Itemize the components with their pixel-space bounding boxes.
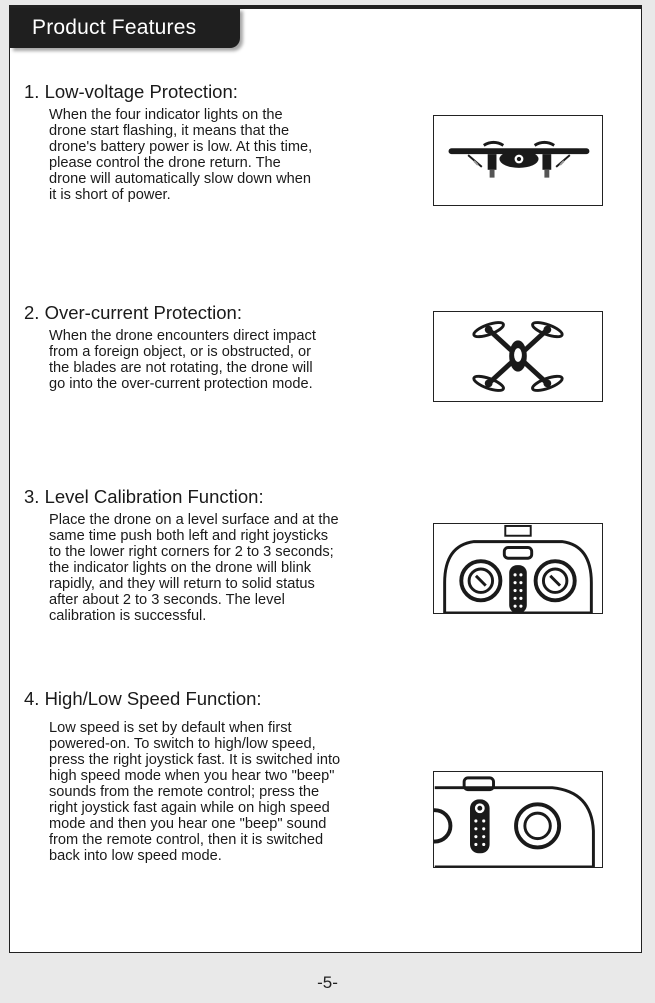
page-number: -5- (317, 973, 338, 992)
body-line: from a foreign object, or is obstructed, or (49, 344, 311, 360)
body-line: drone start flashing, it means that the (49, 123, 290, 139)
section-heading: 1. Low-voltage Protection: (24, 81, 238, 102)
body-line: from the remote control, then it is switched (49, 832, 324, 848)
body-line: drone's battery power is low. At this time, (49, 139, 313, 155)
section-body (49, 107, 312, 203)
body-line: please control the drone return. The (49, 155, 281, 171)
drone-top-view-icon (434, 312, 602, 401)
remote-controller-figure (433, 523, 603, 614)
body-line: same time push both left and right joysticks (49, 528, 329, 544)
body-line: back into low speed mode. (49, 848, 222, 864)
body-line: right joystick fast again while on high speed (49, 800, 330, 816)
body-line: press the right joystick fast. It is switched into (49, 752, 341, 768)
section-heading: 4. High/Low Speed Function: (24, 688, 262, 709)
body-line: after about 2 to 3 seconds. The level (49, 592, 285, 608)
section-body (49, 512, 339, 624)
body-line: the indicator lights on the drone will blink (49, 560, 312, 576)
body-line: Low speed is set by default when first (49, 720, 292, 736)
section-over-current (24, 302, 316, 392)
manual-page (9, 5, 642, 953)
drone-top-view-figure (433, 311, 603, 402)
body-line: rapidly, and they will return to solid status (49, 576, 315, 592)
body-line: Place the drone on a level surface and at the (49, 512, 339, 528)
body-line: it is short of power. (49, 187, 171, 203)
remote-right-joystick-icon (434, 772, 602, 867)
body-line: When the four indicator lights on the (49, 107, 283, 123)
body-line: mode and then you hear one "beep" sound (49, 816, 327, 832)
body-line: high speed mode when you hear two "beep" (49, 768, 335, 784)
body-line: calibration is successful. (49, 608, 207, 624)
remote-right-joystick-figure (433, 771, 603, 868)
page-title: Product Features (32, 16, 197, 39)
body-line: the blades are not rotating, the drone will (49, 360, 313, 376)
drone-side-view-icon (434, 116, 602, 205)
section-high-low-speed (24, 688, 340, 864)
body-line: drone will automatically slow down when (49, 171, 312, 187)
body-line: to the lower right corners for 2 to 3 seconds; (49, 544, 334, 560)
body-line: powered-on. To switch to high/low speed, (49, 736, 316, 752)
body-line: go into the over-current protection mode. (49, 376, 313, 392)
drone-side-view-figure (433, 115, 603, 206)
body-line: When the drone encounters direct impact (49, 328, 316, 344)
section-body (49, 328, 316, 392)
section-low-voltage (24, 81, 312, 203)
section-heading: 3. Level Calibration Function: (24, 486, 264, 507)
body-line: sounds from the remote control; press the (49, 784, 320, 800)
remote-controller-icon (434, 524, 602, 613)
section-level-calibration (24, 486, 339, 624)
section-body (49, 720, 340, 864)
section-header-tab (10, 8, 240, 48)
section-heading: 2. Over-current Protection: (24, 302, 242, 323)
